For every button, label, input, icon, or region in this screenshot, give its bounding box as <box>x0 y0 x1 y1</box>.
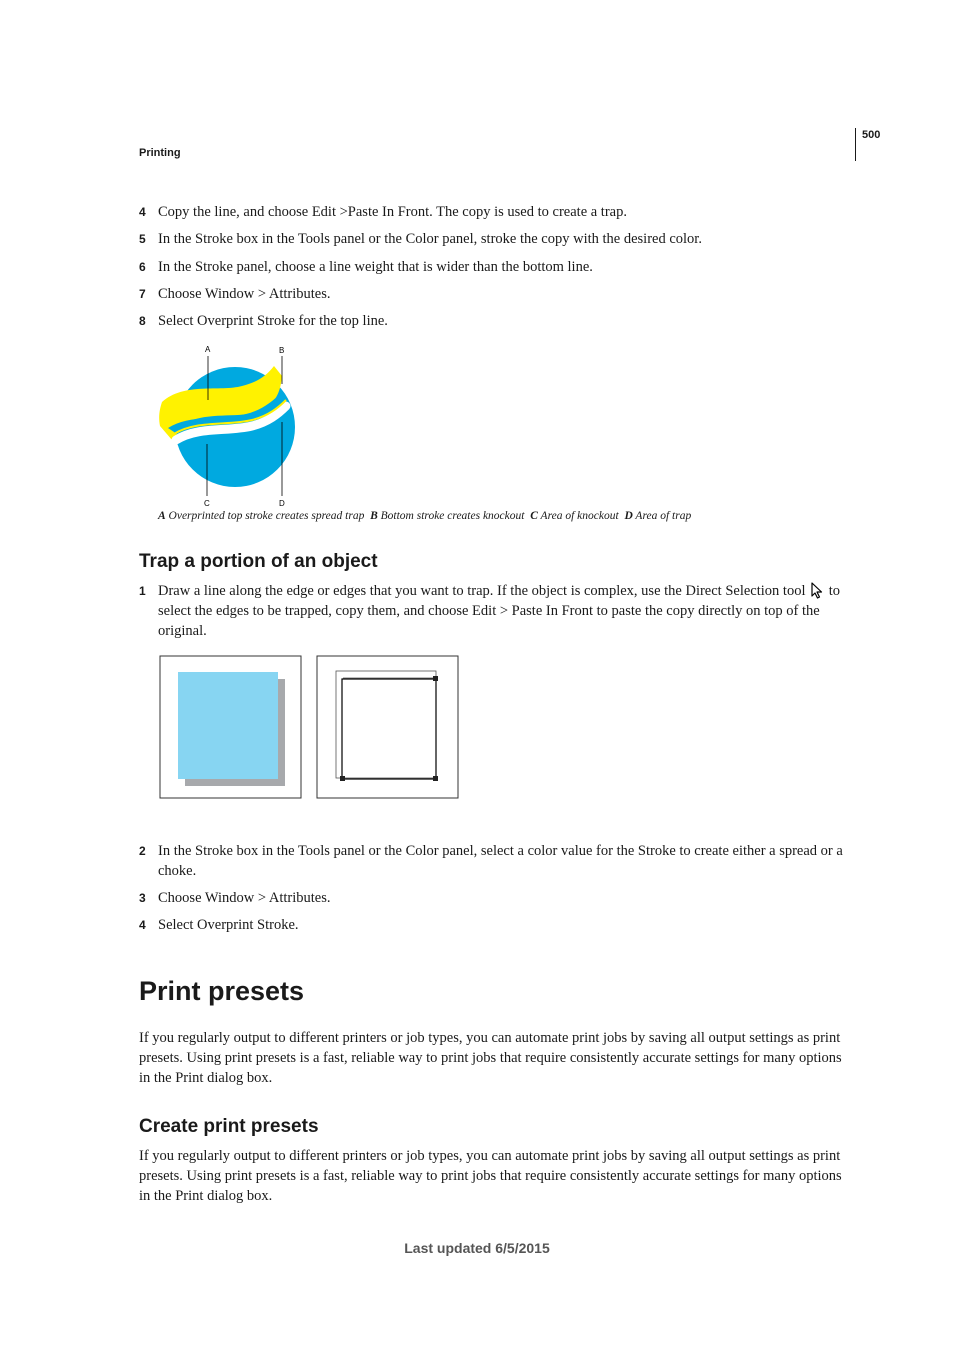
step-text: In the Stroke box in the Tools panel or the Color panel, stroke the copy with the desired color. <box>158 231 702 247</box>
step-text: Copy the line, and choose Edit >Paste In Front. The copy is used to create a trap. <box>158 204 627 220</box>
anchor-point <box>433 676 438 681</box>
step-text: Select Overprint Stroke for the top line. <box>158 313 388 329</box>
step-number: 8 <box>139 314 146 328</box>
filled-square <box>178 672 278 779</box>
list-item <box>139 284 851 304</box>
intro-paragraph: If you regularly output to different printers or job types, you can automate print jobs by saving all output settings as print presets. Using print presets is a fast, reliable way to print jobs that require consistently accurate settings for many options in the Print dialog box. <box>139 1030 842 1086</box>
list-item <box>139 841 851 881</box>
step-text: Choose Window > Attributes. <box>158 890 331 906</box>
running-head: Printing <box>139 147 181 159</box>
caption-key: B <box>370 510 378 522</box>
caption-key: D <box>624 510 633 522</box>
step-number: 5 <box>139 232 146 246</box>
list-item <box>139 888 851 908</box>
caption-key: C <box>530 510 538 522</box>
figure-label-a: A <box>205 345 211 354</box>
step-text-part: Draw a line along the edge or edges that you want to trap. If the object is complex, use the Direct Selection tool <box>158 583 806 599</box>
list-item <box>139 257 851 277</box>
figure-caption <box>158 510 691 522</box>
step-text: Select Overprint Stroke. <box>158 917 299 933</box>
trap-stroke-illustration <box>150 340 310 510</box>
step-number: 2 <box>139 844 146 858</box>
section-heading: Trap a portion of an object <box>139 551 378 572</box>
anchor-point <box>433 776 438 781</box>
step-number: 6 <box>139 260 146 274</box>
step-text-part: to select the edges to be trapped, copy them, and choose Edit > Paste In Front to paste the copy directly on top of the original. <box>158 583 840 639</box>
step-number: 3 <box>139 891 146 905</box>
figure-label-d: D <box>279 499 285 508</box>
step-number: 4 <box>139 918 146 932</box>
step-text: In the Stroke box in the Tools panel or the Color panel, select a color value for the Stroke to create either a spread or a choke. <box>158 843 843 879</box>
body-paragraph: If you regularly output to different printers or job types, you can automate print jobs by saving all output settings as print presets. Using print presets is a fast, reliable way to print jobs that require consistently accurate settings for many options in the Print dialog box. <box>139 1148 842 1204</box>
list-item <box>139 229 851 249</box>
caption-text: Overprinted top stroke creates spread trap <box>168 510 365 522</box>
figure-label-c: C <box>204 499 210 508</box>
step-number: 4 <box>139 205 146 219</box>
list-item <box>139 202 851 222</box>
step-number: 1 <box>139 584 146 598</box>
caption-text: Bottom stroke creates knockout <box>380 510 525 522</box>
footer-updated: Last updated 6/5/2015 <box>404 1240 550 1256</box>
anchor-point <box>340 776 345 781</box>
page-number: 500 <box>862 129 881 141</box>
header-rule <box>855 128 856 161</box>
caption-key: A <box>158 510 166 522</box>
chapter-heading: Print presets <box>139 976 305 1006</box>
step-number: 7 <box>139 287 146 301</box>
caption-text: Area of trap <box>635 510 692 522</box>
section-heading: Create print presets <box>139 1116 319 1137</box>
list-item <box>139 311 851 331</box>
direct-selection-tool-icon <box>811 582 823 599</box>
list-item <box>139 581 851 641</box>
figure-label-b: B <box>279 346 285 355</box>
step-text: In the Stroke panel, choose a line weight that is wider than the bottom line. <box>158 259 593 275</box>
trap-edges-illustration <box>159 655 461 801</box>
step-text: Choose Window > Attributes. <box>158 286 331 302</box>
caption-text: Area of knockout <box>540 510 619 522</box>
list-item <box>139 915 851 935</box>
step-text <box>158 581 851 641</box>
